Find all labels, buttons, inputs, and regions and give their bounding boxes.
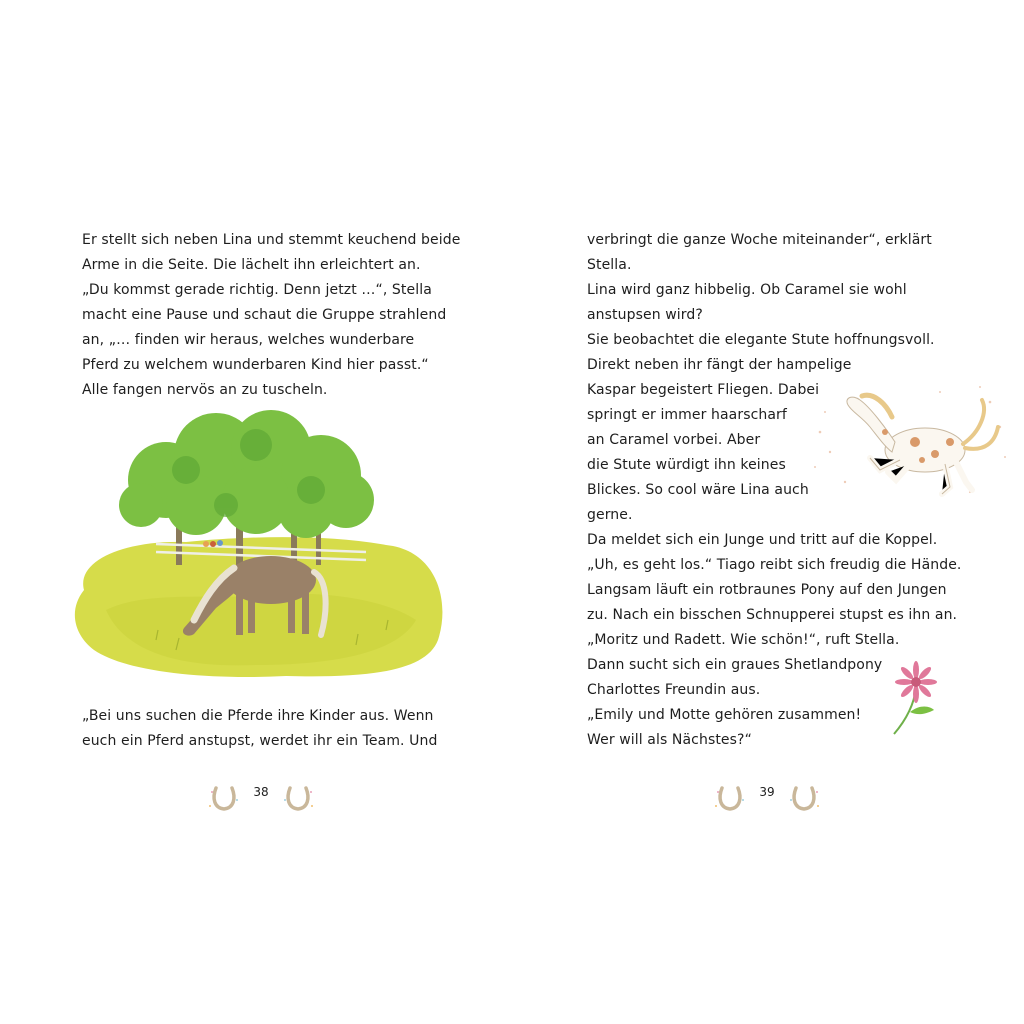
- text-line: macht eine Pause und schaut die Gruppe strahlend: [82, 307, 447, 323]
- text-line: Pferd zu welchem wunderbaren Kind hier passt.“: [82, 357, 429, 373]
- text-line: an Caramel vorbei. Aber: [587, 432, 761, 448]
- text-line: Lina wird ganz hibbelig. Ob Caramel sie wohl: [587, 282, 907, 298]
- text-line: Stella.: [587, 257, 632, 273]
- text-line: Blickes. So cool wäre Lina auch: [587, 482, 809, 498]
- text-line: verbringt die ganze Woche miteinander“, erklärt: [587, 232, 932, 248]
- horse-meadow-illustration: [66, 410, 446, 685]
- text-line: Langsam läuft ein rotbraunes Pony auf den Jungen: [587, 582, 947, 598]
- text-line: gerne.: [587, 507, 633, 523]
- text-line: Direkt neben ihr fängt der hampelige: [587, 357, 852, 373]
- text-line: zu. Nach ein bisschen Schnupperei stupst es ihn an.: [587, 607, 958, 623]
- horseshoe-icon: [206, 780, 242, 816]
- text-line: Sie beobachtet die elegante Stute hoffnungsvoll.: [587, 332, 935, 348]
- page-number: 38: [253, 785, 269, 799]
- text-line: an, „… finden wir heraus, welches wunderbare: [82, 332, 415, 348]
- text-line: „Moritz und Radett. Wie schön!“, ruft Stella.: [587, 632, 900, 648]
- text-line: „Emily und Motte gehören zusammen!: [587, 707, 862, 723]
- horseshoe-icon: [786, 780, 822, 816]
- text-line: Kaspar begeistert Fliegen. Dabei: [587, 382, 820, 398]
- horseshoe-icon: [712, 780, 748, 816]
- text-line: Arme in die Seite. Die lächelt ihn erleichtert an.: [82, 257, 421, 273]
- page-number-footer: [712, 780, 822, 816]
- horseshoe-icon: [280, 780, 316, 816]
- pink-flower-illustration: [886, 660, 942, 738]
- text-line: Wer will als Nächstes?“: [587, 732, 752, 748]
- text-line: euch ein Pferd anstupst, werdet ihr ein Team. Und: [82, 733, 438, 749]
- text-line: Dann sucht sich ein graues Shetlandpony: [587, 657, 883, 673]
- text-line: Da meldet sich ein Junge und tritt auf die Koppel.: [587, 532, 938, 548]
- text-line: springt er immer haarscharf: [587, 407, 787, 423]
- text-line: „Uh, es geht los.“ Tiago reibt sich freudig die Hände.: [587, 557, 962, 573]
- page-number-footer: [206, 780, 316, 816]
- text-line: die Stute würdigt ihn keines: [587, 457, 786, 473]
- text-line: Charlottes Freundin aus.: [587, 682, 761, 698]
- jumping-pony-illustration: [800, 372, 1012, 504]
- page-number: 39: [759, 785, 775, 799]
- text-line: „Du kommst gerade richtig. Denn jetzt …“, Stella: [82, 282, 432, 298]
- text-line: Er stellt sich neben Lina und stemmt keuchend beide: [82, 232, 461, 248]
- text-line: Alle fangen nervös an zu tuscheln.: [82, 382, 328, 398]
- text-line: „Bei uns suchen die Pferde ihre Kinder aus. Wenn: [82, 708, 434, 724]
- text-line: anstupsen wird?: [587, 307, 703, 323]
